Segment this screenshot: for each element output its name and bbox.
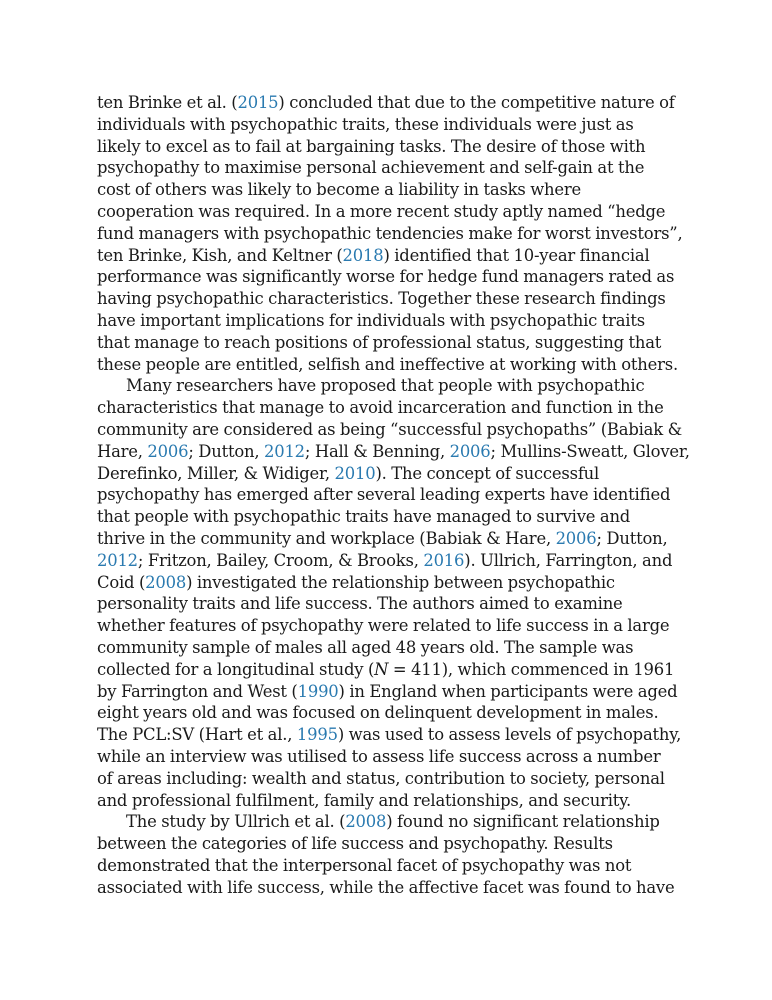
- text-line: [97, 484, 679, 506]
- text-run: community are considered as being “successful psychopaths” (Babiak &: [97, 419, 682, 439]
- body-paragraph: [97, 92, 683, 375]
- text-run: The PCL:SV (Hart et al.,: [97, 725, 297, 745]
- body-paragraph: [97, 811, 679, 898]
- text-run: thrive in the community and workplace (Babiak & Hare,: [97, 528, 556, 548]
- text-line: [97, 681, 679, 703]
- text-run: by Farrington and West (: [97, 681, 298, 701]
- text-line: [97, 528, 679, 550]
- text-line: [97, 463, 679, 485]
- text-run: fund managers with psychopathic tendencies make for worst investors”,: [97, 223, 683, 243]
- text-run: psychopathy has emerged after several leading experts have identified: [97, 485, 671, 505]
- text-run: ten Brinke et al. (: [97, 93, 238, 112]
- text-line: [97, 855, 679, 877]
- text-line: [97, 157, 679, 179]
- citation-year-link[interactable]: 2008: [145, 572, 187, 592]
- text-line: [97, 637, 679, 659]
- text-line: [97, 92, 679, 114]
- text-run: performance was significantly worse for hedge fund managers rated as: [97, 267, 675, 287]
- text-run: Hare,: [97, 441, 148, 461]
- text-run: demonstrated that the interpersonal facet of psychopathy was not: [97, 855, 632, 875]
- text-run: personality traits and life success. The authors aimed to examine: [97, 594, 623, 614]
- citation-year-link[interactable]: 2012: [264, 441, 305, 461]
- text-line: [97, 593, 679, 615]
- text-line: [97, 506, 679, 528]
- text-run: Many researchers have proposed that people with psychopathic: [126, 376, 645, 396]
- text-line: [97, 354, 679, 376]
- citation-year-link[interactable]: 2006: [147, 441, 189, 461]
- citation-year-link[interactable]: 2018: [342, 245, 384, 265]
- text-line: [97, 833, 679, 855]
- text-run: whether features of psychopathy were related to life success in a large: [97, 616, 670, 636]
- text-run: that manage to reach positions of professional status, suggesting that: [97, 332, 662, 352]
- citation-year-link[interactable]: 1990: [297, 681, 339, 701]
- citation-year-link[interactable]: 2010: [334, 463, 376, 483]
- citation-year-link[interactable]: 2015: [237, 93, 279, 112]
- text-run: ). Ullrich, Farrington, and: [464, 550, 673, 570]
- text-line: [97, 114, 679, 136]
- text-line: [97, 724, 682, 746]
- text-line: [97, 266, 679, 288]
- text-line: [97, 768, 679, 790]
- text-run: these people are entitled, selfish and ineffective at working with others.: [97, 354, 679, 374]
- text-line: [97, 659, 679, 681]
- citation-year-link[interactable]: 1995: [296, 725, 338, 745]
- text-run: ) concluded that due to the competitive nature of: [278, 93, 675, 112]
- text-run: while an interview was utilised to assess life success across a number: [97, 746, 661, 766]
- text-run: ). The concept of successful: [375, 463, 600, 483]
- text-run: collected for a longitudinal study (: [97, 659, 375, 679]
- text-run: likely to excel as to fail at bargaining tasks. The desire of those with: [97, 136, 646, 156]
- text-run: community sample of males all aged 48 years old. The sample was: [97, 637, 634, 657]
- text-line: [97, 811, 679, 833]
- citation-year-link[interactable]: 2006: [555, 528, 597, 548]
- text-run: ; Dutton,: [188, 441, 264, 461]
- citation-year-link[interactable]: 2016: [423, 550, 465, 570]
- text-run: ; Fritzon, Bailey, Croom, & Brooks,: [137, 550, 424, 570]
- text-line: [97, 790, 679, 812]
- citation-year-link[interactable]: 2012: [97, 550, 138, 570]
- citation-year-link[interactable]: 2008: [345, 812, 387, 832]
- text-run: ; Hall & Benning,: [304, 441, 450, 461]
- text-run: ten Brinke, Kish, and Keltner (: [97, 245, 343, 265]
- text-run: of areas including: wealth and status, contribution to society, personal: [97, 768, 665, 788]
- text-run: and professional fulfilment, family and relationships, and security.: [97, 790, 632, 810]
- text-line: [97, 288, 679, 310]
- text-run: that people with psychopathic traits have managed to survive and: [97, 507, 631, 527]
- text-run: ) found no significant relationship: [386, 812, 660, 832]
- text-line: [97, 419, 682, 441]
- text-run: ) in England when participants were aged: [338, 681, 678, 701]
- text-run: The study by Ullrich et al. (: [126, 812, 346, 832]
- text-line: [97, 201, 679, 223]
- text-run: ; Dutton,: [596, 528, 668, 548]
- text-run: Derefinko, Miller, & Widiger,: [97, 463, 335, 483]
- text-run: have important implications for individuals with psychopathic traits: [97, 310, 645, 330]
- citation-year-link[interactable]: 2006: [449, 441, 491, 461]
- text-line: [97, 877, 679, 899]
- text-run: between the categories of life success and psychopathy. Results: [97, 834, 613, 854]
- document-page: [97, 92, 690, 898]
- text-line: [97, 375, 679, 397]
- text-line: [97, 179, 679, 201]
- text-run: associated with life success, while the affective facet was found to have: [97, 877, 675, 897]
- text-run: cooperation was required. In a more recent study aptly named “hedge: [97, 201, 666, 221]
- text-run: ) was used to assess levels of psychopathy,: [337, 725, 682, 745]
- text-line: [97, 441, 690, 463]
- text-run: having psychopathic characteristics. Together these research findings: [97, 289, 666, 309]
- text-run: Coid (: [97, 572, 146, 592]
- text-line: [97, 310, 679, 332]
- text-line: [97, 136, 679, 158]
- text-run: ; Mullins-Sweatt, Glover,: [490, 441, 690, 461]
- text-run: characteristics that manage to avoid incarceration and function in the: [97, 398, 664, 418]
- text-run: individuals with psychopathic traits, these individuals were just as: [97, 114, 634, 134]
- text-run: cost of others was likely to become a liability in tasks where: [97, 180, 582, 200]
- text-line: [97, 572, 679, 594]
- text-line: [97, 332, 679, 354]
- text-run: ) identified that 10-year financial: [383, 245, 650, 265]
- text-line: [97, 245, 679, 267]
- text-line: [97, 550, 679, 572]
- text-line: [97, 223, 683, 245]
- body-paragraph: [97, 375, 690, 811]
- text-line: [97, 702, 679, 724]
- text-line: [97, 397, 679, 419]
- text-run: psychopathy to maximise personal achievement and self-gain at the: [97, 158, 645, 178]
- text-run: ) investigated the relationship between psychopathic: [186, 572, 615, 592]
- italic-symbol: N: [374, 659, 389, 679]
- text-line: [97, 615, 679, 637]
- text-run: eight years old and was focused on delinquent development in males.: [97, 703, 659, 723]
- text-run: = 411), which commenced in 1961: [388, 659, 675, 679]
- text-line: [97, 746, 679, 768]
